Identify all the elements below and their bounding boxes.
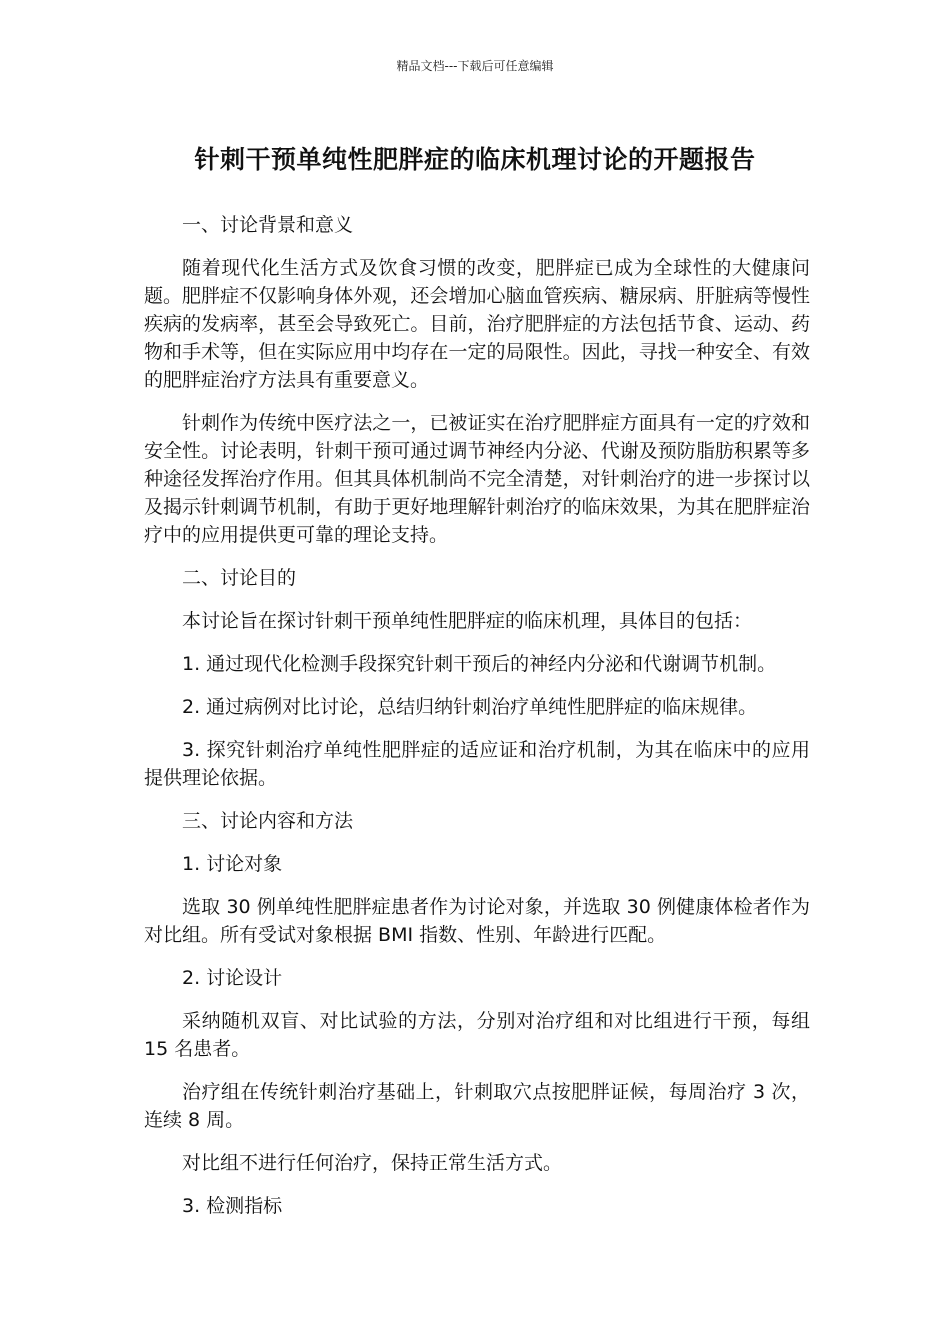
subheading-design: 2. 讨论设计 (182, 967, 283, 989)
objective-item-2: 2. 通过病例对比讨论，总结归纳针刺治疗单纯性肥胖症的临床规律。 (182, 696, 758, 718)
section-heading-background: 一、讨论背景和意义 (182, 214, 354, 236)
paragraph-background-2: 针刺作为传统中医疗法之一，已被证实在治疗肥胖症方面具有一定的疗效和安全性。讨论表明，针刺干预可通过调节神经内分泌、代谢及预防脂肪积累等多种途径发挥治疗作用。但其具体机制尚不完全清楚，对针刺治疗的进一步探讨以及揭示针刺调节机制，有助于更好地理解针刺治疗的临床效果，为其在肥胖症治疗中的应用提供更可靠的理论支持。 (144, 412, 810, 546)
header-note: 精品文档---下载后可任意编辑 (396, 59, 554, 73)
objective-item-3: 3. 探究针刺治疗单纯性肥胖症的适应证和治疗机制，为其在临床中的应用提供理论依据。 (144, 739, 810, 789)
paragraph-design-2: 治疗组在传统针刺治疗基础上，针刺取穴点按肥胖证候，每周治疗 3 次，连续 8 周。 (144, 1081, 810, 1131)
document-title: 针刺干预单纯性肥胖症的临床机理讨论的开题报告 (194, 145, 756, 174)
paragraph-background-1: 随着现代化生活方式及饮食习惯的改变，肥胖症已成为全球性的大健康问题。肥胖症不仅影响身体外观，还会增加心脑血管疾病、糖尿病、肝脏病等慢性疾病的发病率，甚至会导致死亡。目前，治疗肥胖症的方法包括节食、运动、药物和手术等，但在实际应用中均存在一定的局限性。因此，寻找一种安全、有效的肥胖症治疗方法具有重要意义。 (144, 257, 810, 391)
subheading-subjects: 1. 讨论对象 (182, 853, 283, 875)
paragraph-design-1: 采纳随机双盲、对比试验的方法，分别对治疗组和对比组进行干预，每组 15 名患者。 (144, 1010, 810, 1060)
section-heading-objectives: 二、讨论目的 (182, 567, 297, 589)
section-heading-methods: 三、讨论内容和方法 (182, 810, 354, 832)
paragraph-design-3: 对比组不进行任何治疗，保持正常生活方式。 (182, 1152, 563, 1174)
paragraph-subjects: 选取 30 例单纯性肥胖症患者作为讨论对象，并选取 30 例健康体检者作为对比组。所有受试对象根据 BMI 指数、性别、年龄进行匹配。 (144, 896, 810, 946)
document-body (144, 211, 810, 1220)
paragraph-objectives-intro: 本讨论旨在探讨针刺干预单纯性肥胖症的临床机理，具体目的包括： (182, 610, 753, 632)
subheading-indicators: 3. 检测指标 (182, 1195, 283, 1217)
objective-item-1: 1. 通过现代化检测手段探究针刺干预后的神经内分泌和代谢调节机制。 (182, 653, 777, 675)
